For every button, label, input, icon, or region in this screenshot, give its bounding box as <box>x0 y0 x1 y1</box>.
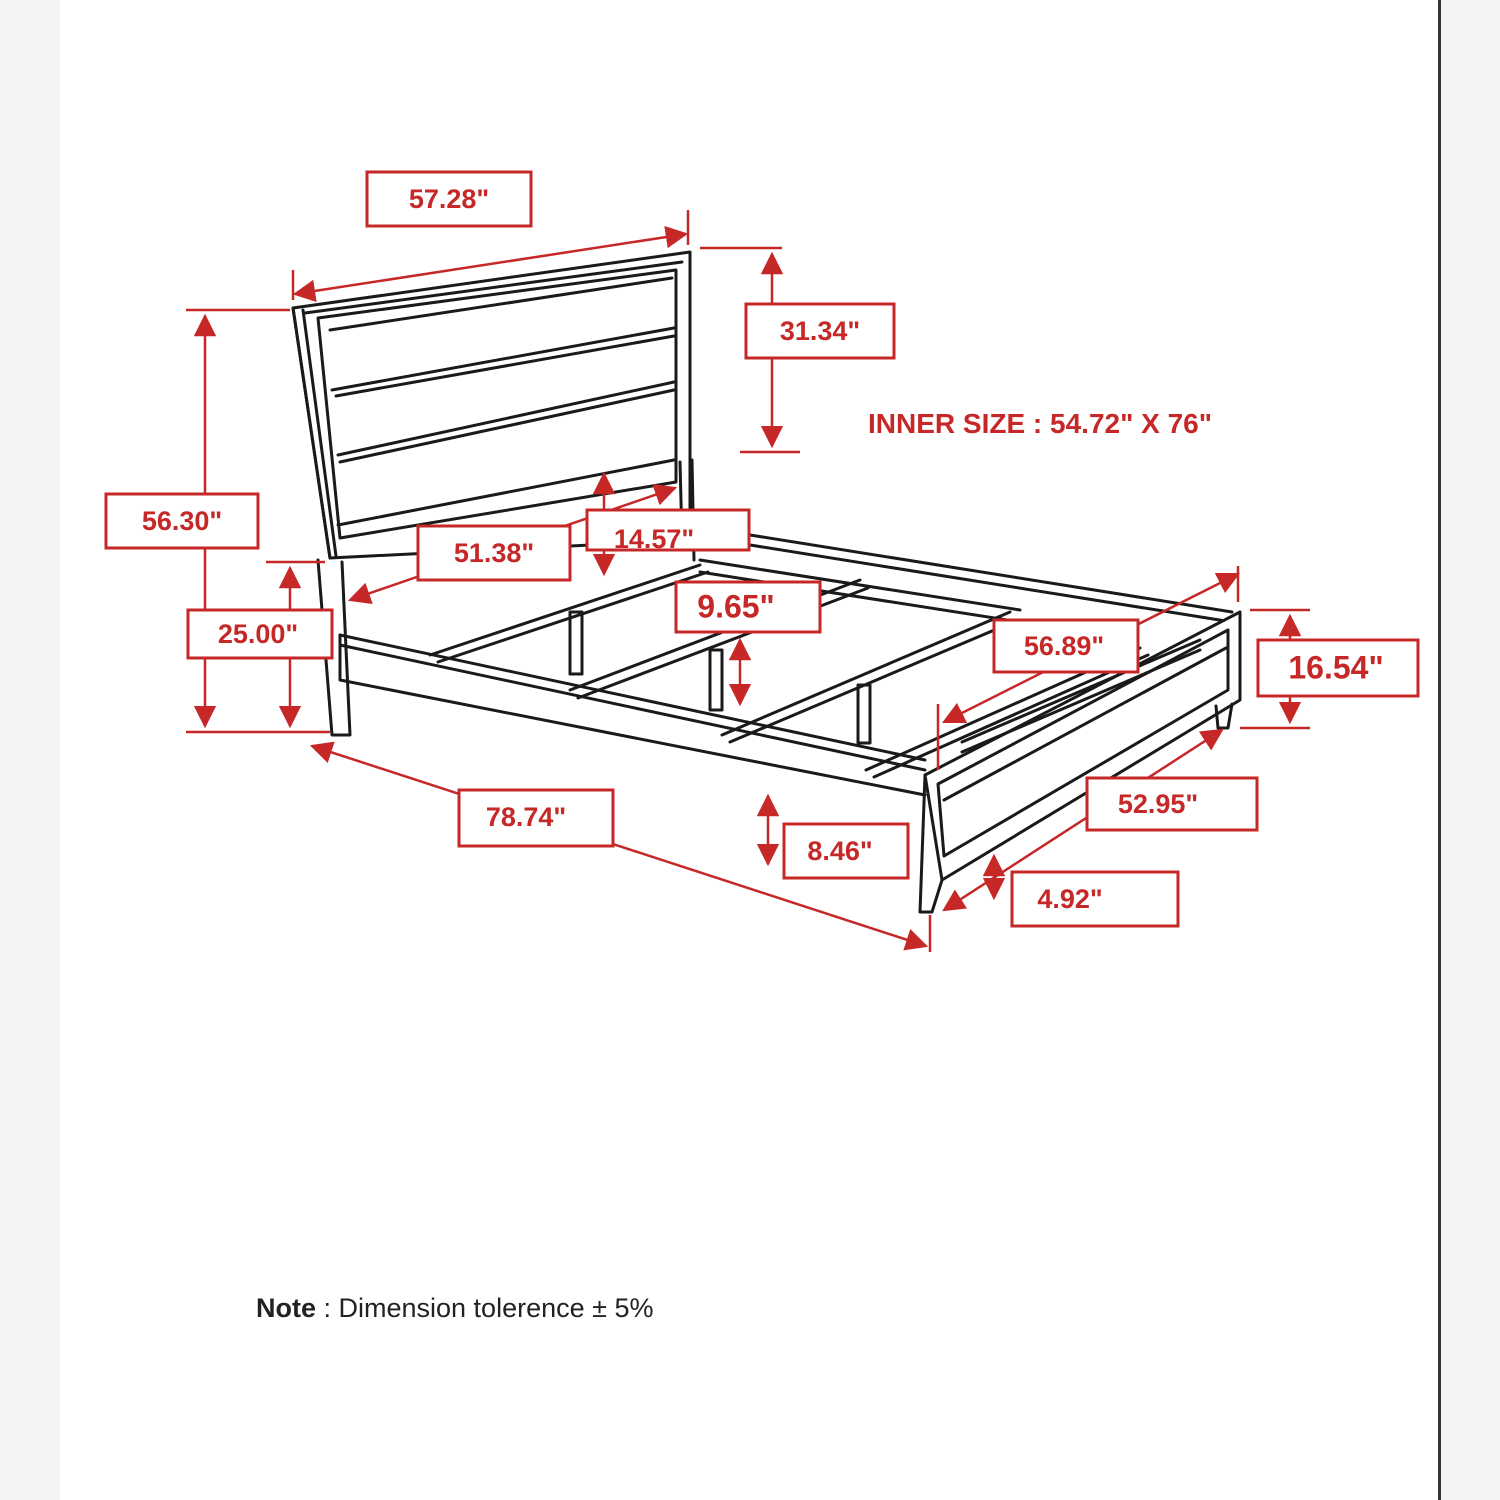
dim-headboard-lower-gap-label: 14.57" <box>613 524 695 555</box>
note-text: : Dimension tolerence ± 5% <box>316 1293 654 1323</box>
dim-rail-height <box>188 610 332 658</box>
dim-footboard-height <box>1258 640 1418 696</box>
dim-headboard-inner-width <box>418 526 570 580</box>
note-label: Note <box>256 1293 316 1323</box>
dim-overall-length-label: 78.74" <box>485 802 567 833</box>
dim-side-rail-height <box>784 824 908 878</box>
dimension-note <box>256 1293 653 1323</box>
bed-dimension-diagram <box>60 0 1438 1500</box>
dim-footboard-width-label: 52.95" <box>1117 789 1199 820</box>
dim-footboard-top-width <box>994 620 1138 672</box>
dim-footboard-top-width-label: 56.89" <box>1023 631 1105 662</box>
dim-slat-clearance <box>676 582 820 632</box>
dim-rail-height-label: 25.00" <box>217 619 299 650</box>
dim-overall-height <box>106 494 258 548</box>
dim-overall-length <box>459 790 613 846</box>
dim-side-rail-height-label: 8.46" <box>807 836 873 867</box>
dim-headboard-panel-height-label: 31.34" <box>779 316 861 347</box>
dim-footboard-leg <box>1012 872 1178 926</box>
dim-footboard-leg-label: 4.92" <box>1037 884 1103 915</box>
dim-headboard-inner-width-label: 51.38" <box>453 538 535 569</box>
inner-size-label: INNER SIZE : 54.72" X 76" <box>868 408 1213 439</box>
page <box>60 0 1441 1500</box>
dimension-labels <box>106 172 1418 926</box>
dim-slat-clearance-label: 9.65" <box>697 588 775 625</box>
dim-footboard-height-label: 16.54" <box>1288 649 1384 686</box>
dim-headboard-width-label: 57.28" <box>408 184 490 215</box>
dim-headboard-width <box>367 172 531 226</box>
dim-headboard-lower-gap <box>587 510 749 554</box>
dim-headboard-panel-height <box>746 304 894 358</box>
dim-overall-height-label: 56.30" <box>141 506 223 537</box>
dim-footboard-width <box>1087 778 1257 830</box>
